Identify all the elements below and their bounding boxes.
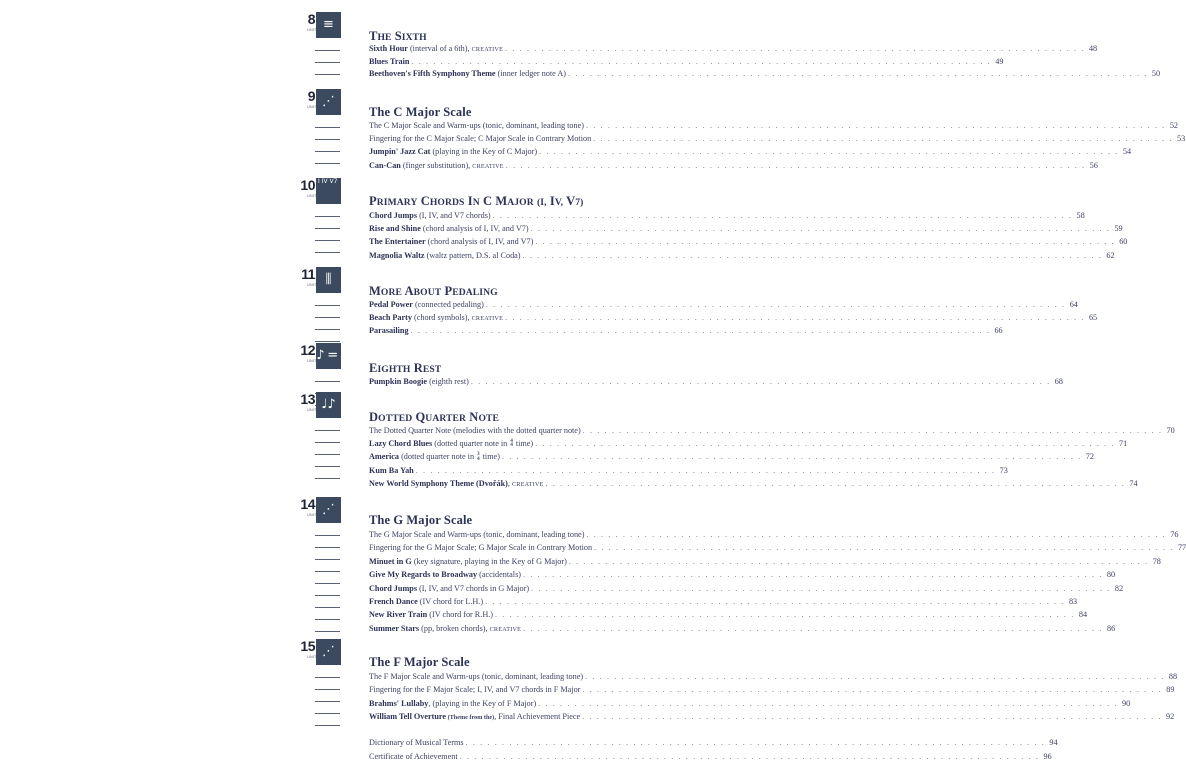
checkbox-line: [315, 341, 340, 342]
toc-entry[interactable]: [369, 478, 1138, 489]
unit-title: The C Major Scale: [369, 105, 472, 119]
unit-title: THE SIXTH: [369, 29, 427, 43]
entry-label: [369, 43, 503, 54]
page-number: 94: [1049, 738, 1058, 747]
page-number: 89: [1166, 685, 1175, 695]
dot-leader: . . . . . . . . . . . . . . . . . . . . . . . . . . . . . . . . . . . . . . . . . . . . . . . . . . . . . . . . . . . . . . . . . . . . . . . . . . . . . . . .: [538, 698, 1119, 708]
entry-label: [369, 210, 491, 221]
dot-leader: . . . . . . . . . . . . . . . . . . . . . . . . . . . . . . . . . . . . . . . . . . . . . . . . . . . . . . . . . . . . . . . . . . . . . . . . . . . . . . . .: [410, 326, 991, 336]
toc-entry[interactable]: [369, 146, 1132, 157]
entry-description: (eighth rest): [427, 377, 469, 386]
checkbox-line: [315, 466, 340, 467]
entry-description: The C Major Scale and Warm-ups (tonic, dominant, leading tone): [369, 121, 584, 130]
toc-entry[interactable]: [369, 711, 1175, 722]
page-number: 71: [1119, 439, 1128, 449]
entry-label: [369, 698, 536, 709]
unit-number: 13: [300, 391, 315, 407]
piece-title: Summer Stars: [369, 623, 420, 633]
entry-description: (interval of a 6th),: [407, 44, 472, 53]
unit-number: 9: [307, 88, 315, 104]
toc-entry[interactable]: [369, 751, 1052, 762]
f-major-scale-icon: ⋰: [316, 639, 341, 665]
entry-label: [369, 465, 414, 476]
piece-title: Minuet in G: [369, 556, 412, 566]
page-number: 49: [995, 56, 1004, 66]
checkbox-line: [315, 713, 340, 714]
dot-leader: . . . . . . . . . . . . . . . . . . . . . . . . . . . . . . . . . . . . . . . . . . . . . . . . . . . . . . . . . . . . . . . . . . . . . . . . . . . . . . . .: [582, 711, 1163, 721]
page-number: 86: [1106, 623, 1116, 633]
page-number: 96: [1043, 752, 1052, 761]
page-number: 54: [1122, 147, 1132, 157]
checkbox-line: [315, 559, 340, 560]
entry-label: [369, 609, 493, 620]
entry-label: [369, 684, 580, 695]
piece-title: Lazy Chord Blues: [369, 439, 433, 449]
piece-title: Pumpkin Boogie: [369, 377, 428, 386]
toc-entry[interactable]: [369, 737, 1058, 748]
unit-number: 12: [300, 342, 315, 358]
entry-label: [369, 120, 584, 131]
checkbox-line: [315, 305, 340, 306]
unit-label: UNIT: [307, 512, 317, 517]
c-major-scale-icon: ⋰: [316, 89, 341, 115]
page-number: 90: [1122, 698, 1131, 708]
page-number: 84: [1078, 610, 1088, 620]
toc-entry[interactable]: [369, 596, 1078, 607]
dot-leader: . . . . . . . . . . . . . . . . . . . . . . . . . . . . . . . . . . . . . . . . . . . . . . . . . . . . . . . . . . . . . . . . . . . . . . . . . . . . . . . .: [545, 478, 1126, 488]
entry-description: (IV chord for R.H.): [427, 610, 494, 620]
checkbox-line: [315, 454, 340, 455]
piece-title: Kum Ba Yah: [369, 465, 414, 475]
entry-description-end: time): [480, 452, 500, 462]
checkbox-line: [315, 139, 340, 140]
unit-title: The F Major Scale: [369, 655, 470, 669]
piece-title: French Dance: [369, 597, 418, 606]
unit-title: PRIMARY CHORDS IN C MAJOR (I, IV, V7): [369, 194, 584, 208]
dot-leader: . . . . . . . . . . . . . . . . . . . . . . . . . . . . . . . . . . . . . . . . . . . . . . . . . . . . . . . . . . . . . . . . . . . . . . . . . . . . . . . .: [535, 439, 1115, 449]
dot-leader: . . . . . . . . . . . . . . . . . . . . . . . . . . . . . . . . . . . . . . . . . . . . . . . . . . . . . . . . . . . . . . . . . . . . . . . . . . . . . . . .: [582, 685, 1163, 695]
dot-leader: . . . . . . . . . . . . . . . . . . . . . . . . . . . . . . . . . . . . . . . . . . . . . . . . . . . . . . . . . . . . . . . . . . . . . . . . . . . . . . . .: [411, 56, 992, 66]
checkbox-line: [315, 163, 340, 164]
checkbox-line: [315, 151, 340, 152]
toc-entry[interactable]: [369, 542, 1186, 553]
page-number: 64: [1069, 300, 1078, 309]
entry-description: Dictionary of Musical Terms: [369, 738, 464, 747]
page-number: 76: [1170, 530, 1179, 539]
sixth-interval-icon: ≡: [316, 12, 341, 38]
toc-entry[interactable]: [369, 223, 1123, 234]
entry-label: [369, 56, 409, 67]
dot-leader: . . . . . . . . . . . . . . . . . . . . . . . . . . . . . . . . . . . . . . . . . . . . . . . . . . . . . . . . . . . . . . . . . . . . . . . . . . . . . . . .: [523, 623, 1103, 633]
entry-label: [369, 312, 503, 323]
entry-label: [369, 583, 529, 594]
dot-leader: . . . . . . . . . . . . . . . . . . . . . . . . . . . . . . . . . . . . . . . . . . . . . . . . . . . . . . . . . . . . . . . . . . . . . . . . . . . . . . . .: [470, 377, 1051, 386]
page-number: 80: [1106, 570, 1116, 580]
dot-leader: . . . . . . . . . . . . . . . . . . . . . . . . . . . . . . . . . . . . . . . . . . . . . . . . . . . . . . . . . . . . . . . . . . . . . . . . . . . . . . . .: [492, 211, 1073, 220]
checkbox-line: [315, 478, 340, 479]
unit-title: EIGHTH REST: [369, 361, 442, 375]
checkbox-line: [315, 677, 340, 678]
time-signature-bottom: 4: [510, 443, 513, 449]
dot-leader: . . . . . . . . . . . . . . . . . . . . . . . . . . . . . . . . . . . . . . . . . . . . . . . . . . . . . . . . . . . . . . . . . . . . . . . . . . . . . . . .: [505, 44, 1085, 53]
dot-leader: . . . . . . . . . . . . . . . . . . . . . . . . . . . . . . . . . . . . . . . . . . . . . . . . . . . . . . . . . . . . . . . . . . . . . . . . . . . . . . . .: [505, 160, 1086, 170]
creative-tag: CREATIVE: [489, 625, 522, 633]
checkbox-line: [315, 62, 340, 63]
entry-label: [369, 325, 409, 336]
page-number: 83: [1068, 597, 1078, 606]
entry-label: [369, 711, 580, 722]
toc-entry[interactable]: [369, 609, 1088, 620]
toc-entry[interactable]: [369, 312, 1098, 323]
entry-description: (chord analysis of I, IV, and V7): [420, 224, 529, 234]
toc-entry[interactable]: [369, 569, 1116, 580]
creative-tag: CREATIVE: [471, 315, 504, 323]
entry-label: [369, 751, 458, 762]
piece-subtitle: (Theme from the): [446, 713, 495, 721]
checkbox-line: [315, 127, 340, 128]
page-number: 70: [1166, 426, 1175, 435]
primary-chords-icon: I IV V7: [316, 178, 341, 204]
toc-entry[interactable]: [369, 698, 1131, 709]
checkbox-line: [315, 317, 340, 318]
checkbox-line: [315, 216, 340, 217]
entry-label: [369, 737, 464, 748]
entry-description: (waltz pattern, D.S. al Coda): [424, 250, 521, 260]
entry-label: [369, 529, 584, 540]
entry-description: (connected pedaling): [412, 300, 484, 309]
unit-label: UNIT: [307, 104, 317, 109]
entry-description: Fingering for the G Major Scale; G Major Scale in Contrary Motion: [369, 543, 593, 553]
entry-description: The F Major Scale and Warm-ups (tonic, dominant, leading tone): [369, 672, 584, 681]
toc-entry[interactable]: [369, 465, 1008, 476]
toc-entry[interactable]: [369, 56, 1004, 67]
dot-leader: . . . . . . . . . . . . . . . . . . . . . . . . . . . . . . . . . . . . . . . . . . . . . . . . . . . . . . . . . . . . . . . . . . . . . . . . . . . . . . . .: [593, 134, 1174, 144]
piece-title: America: [369, 452, 400, 462]
piece-title: Sixth Hour: [369, 44, 408, 53]
unit-label: UNIT: [307, 358, 317, 363]
toc-entry[interactable]: [369, 68, 1161, 79]
piece-title: Parasailing: [369, 326, 409, 336]
entry-description: (playing in the Key of C Major): [430, 147, 538, 157]
piece-title: Chord Jumps: [369, 211, 418, 220]
checkbox-line: [315, 228, 340, 229]
page-number: 50: [1151, 69, 1161, 78]
toc-entry[interactable]: [369, 529, 1179, 540]
checkbox-line: [315, 607, 340, 608]
page-number: 52: [1169, 121, 1179, 130]
entry-description: (key signature, playing in the Key of G Major): [411, 556, 567, 566]
dot-leader: . . . . . . . . . . . . . . . . . . . . . . . . . . . . . . . . . . . . . . . . . . . . . . . . . . . . . . . . . . . . . . . . . . . . . . . . . . . . . . . .: [522, 570, 1103, 580]
checkbox-line: [315, 50, 340, 51]
entry-label: [369, 623, 521, 634]
piece-title: Pedal Power: [369, 300, 413, 309]
unit-title: The G Major Scale: [369, 513, 473, 527]
entry-label: [369, 596, 483, 607]
entry-description: (chord analysis of I, IV, and V7): [425, 237, 534, 247]
entry-description: (accidentals): [477, 570, 521, 580]
dot-leader: . . . . . . . . . . . . . . . . . . . . . . . . . . . . . . . . . . . . . . . . . . . . . . . . . . . . . . . . . . . . . . . . . . . . . . . . . . . . . . . .: [505, 313, 1085, 323]
dot-leader: . . . . . . . . . . . . . . . . . . . . . . . . . . . . . . . . . . . . . . . . . . . . . . . . . . . . . . . . . . . . . . . . . . . . . . . . . . . . . . . .: [522, 250, 1103, 260]
unit-number: 14: [300, 496, 315, 512]
dot-leader: . . . . . . . . . . . . . . . . . . . . . . . . . . . . . . . . . . . . . . . . . . . . . . . . . . . . . . . . . . . . . . . . . . . . . . . . . . . . . . . .: [594, 543, 1174, 553]
entry-description: Certificate of Achievement: [369, 752, 458, 761]
piece-title: Blues Train: [369, 56, 410, 66]
page-number: 74: [1129, 478, 1138, 488]
dotted-quarter-note-icon: ♩♪: [316, 392, 341, 418]
creative-tag: CREATIVE: [512, 480, 544, 488]
toc-entry[interactable]: [369, 133, 1186, 144]
toc-entry[interactable]: [369, 299, 1078, 310]
unit-title: MORE ABOUT PEDALING: [369, 284, 498, 298]
toc-entry[interactable]: [369, 236, 1128, 247]
entry-label: [369, 478, 544, 489]
toc-entry[interactable]: [369, 451, 1094, 462]
toc-entry[interactable]: [369, 438, 1128, 449]
dot-leader: . . . . . . . . . . . . . . . . . . . . . . . . . . . . . . . . . . . . . . . . . . . . . . . . . . . . . . . . . . . . . . . . . . . . . . . . . . . . . . . .: [485, 597, 1065, 606]
dot-leader: . . . . . . . . . . . . . . . . . . . . . . . . . . . . . . . . . . . . . . . . . . . . . . . . . . . . . . . . . . . . . . . . . . . . . . . . . . . . . . . .: [568, 556, 1149, 566]
entry-label: [369, 299, 484, 310]
checkbox-line: [315, 430, 340, 431]
dot-leader: . . . . . . . . . . . . . . . . . . . . . . . . . . . . . . . . . . . . . . . . . . . . . . . . . . . . . . . . . . . . . . . . . . . . . . . . . . . . . . . .: [495, 610, 1075, 620]
page-number: 58: [1076, 211, 1085, 220]
page-number: 48: [1088, 44, 1098, 53]
toc-entry[interactable]: [369, 583, 1124, 594]
toc-entry[interactable]: [369, 43, 1098, 54]
dot-leader: . . . . . . . . . . . . . . . . . . . . . . . . . . . . . . . . . . . . . . . . . . . . . . . . . . . . . . . . . . . . . . . . . . . . . . . . . . . . . . . .: [485, 300, 1066, 309]
entry-description: (IV chord for L.H.): [417, 597, 484, 606]
entry-description: ,: [507, 478, 512, 488]
piece-title: Brahms' Lullaby: [369, 698, 429, 708]
entry-description: (inner ledger note A): [495, 69, 567, 78]
piece-title: Chord Jumps: [369, 583, 418, 593]
toc-entry[interactable]: [369, 210, 1085, 221]
entry-label: [369, 569, 521, 580]
dot-leader: . . . . . . . . . . . . . . . . . . . . . . . . . . . . . . . . . . . . . . . . . . . . . . . . . . . . . . . . . . . . . . . . . . . . . . . . . . . . . . . .: [531, 583, 1111, 593]
unit-label: UNIT: [307, 282, 317, 287]
entry-description: The G Major Scale and Warm-ups (tonic, dominant, leading tone): [369, 530, 585, 539]
dot-leader: . . . . . . . . . . . . . . . . . . . . . . . . . . . . . . . . . . . . . . . . . . . . . . . . . . . . . . . . . . . . . . . . . . . . . . . . . . . . . . . .: [539, 147, 1119, 157]
entry-label: [369, 542, 592, 553]
entry-description: , (playing in the Key of F Major): [428, 698, 537, 708]
entry-description-end: time): [513, 439, 534, 449]
entry-description: (chord symbols),: [411, 313, 472, 323]
page-number: 56: [1089, 160, 1098, 170]
time-signature: [477, 453, 480, 462]
entry-label: [369, 236, 533, 247]
time-signature-top: 3: [477, 452, 480, 458]
checkbox-line: [315, 329, 340, 330]
toc-entry[interactable]: [369, 160, 1098, 171]
dot-leader: . . . . . . . . . . . . . . . . . . . . . . . . . . . . . . . . . . . . . . . . . . . . . . . . . . . . . . . . . . . . . . . . . . . . . . . . . . . . . . . .: [530, 224, 1111, 234]
entry-description: The Dotted Quarter Note (melodies with the dotted quarter note): [369, 426, 581, 435]
toc-entry[interactable]: [369, 120, 1179, 131]
page-number: 82: [1114, 583, 1124, 593]
time-signature-bottom: 4: [477, 456, 480, 462]
toc-entry[interactable]: [369, 556, 1161, 567]
entry-label: [369, 451, 500, 462]
piece-title: Rise and Shine: [369, 224, 421, 234]
page-number: 88: [1168, 672, 1178, 681]
unit-number: 15: [300, 638, 315, 654]
page-number: 73: [999, 465, 1008, 475]
piece-title: Beethoven's Fifth Symphony Theme: [369, 69, 496, 78]
checkbox-line: [315, 701, 340, 702]
entry-description: (pp, broken chords),: [419, 623, 490, 633]
checkbox-line: [315, 547, 340, 548]
dot-leader: . . . . . . . . . . . . . . . . . . . . . . . . . . . . . . . . . . . . . . . . . . . . . . . . . . . . . . . . . . . . . . . . . . . . . . . . . . . . . . . .: [586, 530, 1167, 539]
entry-description: , Final Achievement Piece: [494, 711, 581, 721]
dot-leader: . . . . . . . . . . . . . . . . . . . . . . . . . . . . . . . . . . . . . . . . . . . . . . . . . . . . . . . . . . . . . . . . . . . . . . . . . . . . . . . .: [465, 738, 1046, 747]
unit-label: UNIT: [307, 654, 317, 659]
checkbox-line: [315, 535, 340, 536]
checkbox-line: [315, 381, 340, 382]
checkbox-line: [315, 689, 340, 690]
checkbox-line: [315, 74, 340, 75]
pedal-icon: ⫼: [316, 267, 341, 293]
entry-description: (dotted quarter note in: [432, 439, 510, 449]
page-number: 66: [994, 326, 1003, 336]
page-number: 60: [1119, 237, 1128, 247]
piece-title: New World Symphony Theme (Dvořák): [369, 478, 508, 488]
time-signature-top: 4: [510, 438, 513, 444]
page-number: 53: [1177, 134, 1186, 144]
page-number: 78: [1152, 556, 1161, 566]
checkbox-line: [315, 442, 340, 443]
entry-label: [369, 438, 533, 449]
toc-entry[interactable]: [369, 623, 1116, 634]
toc-entry[interactable]: [369, 671, 1178, 682]
time-signature: [510, 440, 513, 449]
toc-entry[interactable]: [369, 684, 1175, 695]
dot-leader: . . . . . . . . . . . . . . . . . . . . . . . . . . . . . . . . . . . . . . . . . . . . . . . . . . . . . . . . . . . . . . . . . . . . . . . . . . . . . . . .: [568, 69, 1148, 78]
checkbox-line: [315, 619, 340, 620]
entry-label: [369, 376, 469, 387]
entry-description: Fingering for the F Major Scale; I, IV, and V7 chords in F Major: [369, 685, 581, 695]
toc-entry[interactable]: [369, 325, 1003, 336]
toc-entry[interactable]: [369, 376, 1063, 387]
entry-label: [369, 556, 567, 567]
dot-leader: . . . . . . . . . . . . . . . . . . . . . . . . . . . . . . . . . . . . . . . . . . . . . . . . . . . . . . . . . . . . . . . . . . . . . . . . . . . . . . . .: [585, 121, 1166, 130]
entry-description: (dotted quarter note in: [399, 452, 477, 462]
entry-description: (finger substitution),: [400, 160, 473, 170]
entry-description: (I, IV, and V7 chords): [417, 211, 491, 220]
checkbox-line: [315, 595, 340, 596]
dot-leader: . . . . . . . . . . . . . . . . . . . . . . . . . . . . . . . . . . . . . . . . . . . . . . . . . . . . . . . . . . . . . . . . . . . . . . . . . . . . . . . .: [501, 452, 1082, 462]
entry-label: [369, 671, 583, 682]
piece-title: William Tell Overture: [369, 711, 447, 721]
dot-leader: . . . . . . . . . . . . . . . . . . . . . . . . . . . . . . . . . . . . . . . . . . . . . . . . . . . . . . . . . . . . . . . . . . . . . . . . . . . . . . . .: [415, 465, 996, 475]
entry-label: [369, 425, 581, 436]
unit-label: UNIT: [307, 193, 317, 198]
piece-title: Jumpin' Jazz Cat: [369, 147, 431, 157]
dot-leader: . . . . . . . . . . . . . . . . . . . . . . . . . . . . . . . . . . . . . . . . . . . . . . . . . . . . . . . . . . . . . . . . . . . . . . . . . . . . . . . .: [582, 426, 1163, 435]
page-number: 59: [1114, 224, 1123, 234]
page-number: 62: [1106, 250, 1115, 260]
checkbox-line: [315, 631, 340, 632]
entry-label: [369, 68, 566, 79]
piece-title: Beach Party: [369, 313, 412, 323]
entry-label: [369, 146, 537, 157]
entry-label: [369, 160, 504, 171]
checkbox-line: [315, 583, 340, 584]
dot-leader: . . . . . . . . . . . . . . . . . . . . . . . . . . . . . . . . . . . . . . . . . . . . . . . . . . . . . . . . . . . . . . . . . . . . . . . . . . . . . . . .: [585, 672, 1165, 681]
unit-label: UNIT: [307, 27, 317, 32]
page-number: 72: [1085, 452, 1094, 462]
unit-number: 8: [307, 11, 315, 27]
checkbox-line: [315, 252, 340, 253]
entry-description: Fingering for the C Major Scale; C Major Scale in Contrary Motion: [369, 134, 592, 144]
unit-title: DOTTED QUARTER NOTE: [369, 410, 499, 424]
creative-tag: CREATIVE: [471, 46, 504, 53]
page-number: 68: [1054, 377, 1063, 386]
eighth-rest-icon: ♪ =: [316, 343, 341, 369]
entry-label: [369, 250, 521, 261]
page-number: 77: [1177, 543, 1186, 553]
checkbox-line: [315, 240, 340, 241]
dot-leader: . . . . . . . . . . . . . . . . . . . . . . . . . . . . . . . . . . . . . . . . . . . . . . . . . . . . . . . . . . . . . . . . . . . . . . . . . . . . . . . .: [535, 237, 1116, 247]
creative-tag: CREATIVE: [472, 162, 504, 170]
unit-number: 10: [300, 177, 315, 193]
checkbox-line: [315, 571, 340, 572]
dot-leader: . . . . . . . . . . . . . . . . . . . . . . . . . . . . . . . . . . . . . . . . . . . . . . . . . . . . . . . . . . . . . . . . . . . . . . . . . . . . . . . .: [459, 752, 1040, 761]
piece-title: Magnolia Waltz: [369, 250, 425, 260]
piece-title: Can-Can: [369, 160, 401, 170]
toc-entry[interactable]: [369, 425, 1175, 436]
checkbox-line: [315, 725, 340, 726]
unit-label: UNIT: [307, 407, 317, 412]
piece-title: The Entertainer: [369, 237, 426, 247]
piece-title: Give My Regards to Broadway: [369, 570, 478, 580]
page-number: 65: [1088, 313, 1098, 323]
piece-title: New River Train: [369, 610, 428, 620]
toc-entry[interactable]: [369, 250, 1115, 261]
page-number: 92: [1166, 711, 1175, 721]
entry-label: [369, 133, 591, 144]
entry-label: [369, 223, 529, 234]
g-major-scale-icon: ⋰: [316, 497, 341, 523]
unit-number: 11: [301, 266, 315, 282]
entry-description: (I, IV, and V7 chords in G Major): [417, 583, 530, 593]
